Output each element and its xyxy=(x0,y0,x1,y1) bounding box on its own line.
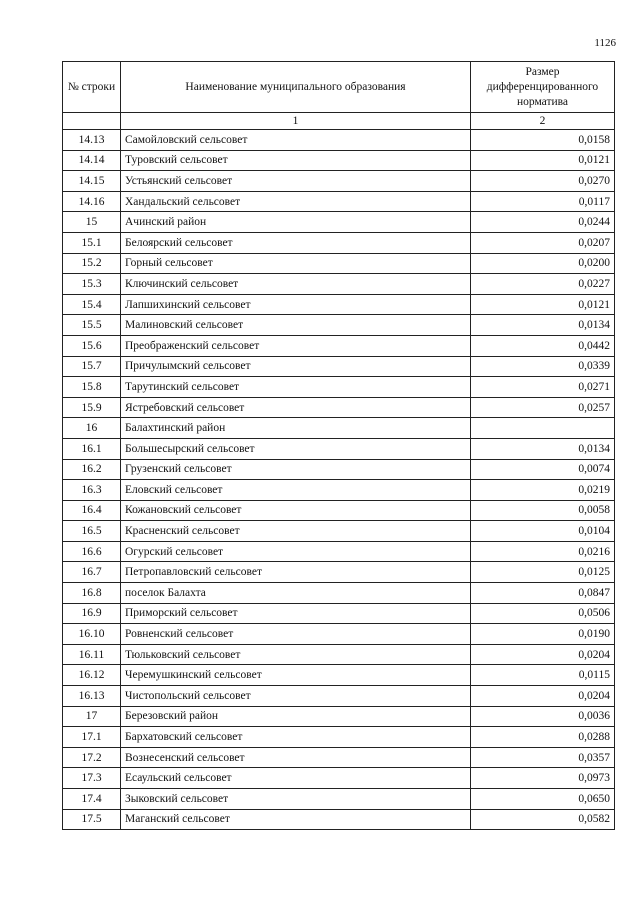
row-number: 15.7 xyxy=(63,356,121,377)
row-number: 14.15 xyxy=(63,171,121,192)
row-number: 16.5 xyxy=(63,521,121,542)
row-number: 17.1 xyxy=(63,727,121,748)
row-number: 15.8 xyxy=(63,377,121,398)
table-row xyxy=(63,603,615,624)
municipality-name: Белоярский сельсовет xyxy=(121,232,471,253)
table-row xyxy=(63,171,615,192)
table-row xyxy=(63,768,615,789)
row-number: 15.1 xyxy=(63,232,121,253)
norm-value: 0,0125 xyxy=(471,562,615,583)
row-number: 16.9 xyxy=(63,603,121,624)
norm-value: 0,0227 xyxy=(471,274,615,295)
norm-value: 0,0257 xyxy=(471,397,615,418)
norm-value: 0,0650 xyxy=(471,789,615,810)
row-number: 16.3 xyxy=(63,480,121,501)
header-municipality-name: Наименование муниципального образования xyxy=(121,62,471,113)
table-row xyxy=(63,377,615,398)
municipality-name: Ровненский сельсовет xyxy=(121,624,471,645)
table-row xyxy=(63,644,615,665)
row-number: 16.2 xyxy=(63,459,121,480)
table-row xyxy=(63,665,615,686)
row-number: 15.3 xyxy=(63,274,121,295)
row-number: 16.10 xyxy=(63,624,121,645)
row-number: 14.14 xyxy=(63,150,121,171)
norm-value: 0,0339 xyxy=(471,356,615,377)
row-number: 14.13 xyxy=(63,130,121,151)
header-row xyxy=(63,62,615,113)
norm-value: 0,0204 xyxy=(471,644,615,665)
row-number: 15.2 xyxy=(63,253,121,274)
norm-value: 0,0204 xyxy=(471,686,615,707)
column-index-0 xyxy=(63,113,121,130)
norm-value: 0,0121 xyxy=(471,294,615,315)
municipality-name: Преображенский сельсовет xyxy=(121,335,471,356)
norm-value: 0,0442 xyxy=(471,335,615,356)
municipality-name: Малиновский сельсовет xyxy=(121,315,471,336)
municipality-name: Зыковский сельсовет xyxy=(121,789,471,810)
norm-value: 0,0158 xyxy=(471,130,615,151)
municipality-name: Тюльковский сельсовет xyxy=(121,644,471,665)
row-number: 17.5 xyxy=(63,809,121,830)
norm-value: 0,0115 xyxy=(471,665,615,686)
row-number: 17 xyxy=(63,706,121,727)
row-number: 17.2 xyxy=(63,747,121,768)
norm-value: 0,0121 xyxy=(471,150,615,171)
table-row xyxy=(63,727,615,748)
row-number: 15.6 xyxy=(63,335,121,356)
table-row xyxy=(63,624,615,645)
municipality-name: Огурский сельсовет xyxy=(121,541,471,562)
municipality-name: Чистопольский сельсовет xyxy=(121,686,471,707)
municipality-name: Красненский сельсовет xyxy=(121,521,471,542)
norm-value: 0,0847 xyxy=(471,583,615,604)
municipality-name: Еловский сельсовет xyxy=(121,480,471,501)
table-row xyxy=(63,397,615,418)
table-row xyxy=(63,583,615,604)
page-number: 1126 xyxy=(594,37,616,49)
norm-value: 0,0207 xyxy=(471,232,615,253)
norm-value: 0,0200 xyxy=(471,253,615,274)
row-number: 15.4 xyxy=(63,294,121,315)
norm-value: 0,0117 xyxy=(471,191,615,212)
municipality-name: Березовский район xyxy=(121,706,471,727)
municipality-name: Петропавловский сельсовет xyxy=(121,562,471,583)
norm-value: 0,0104 xyxy=(471,521,615,542)
row-number: 16.1 xyxy=(63,438,121,459)
norm-table xyxy=(62,61,615,830)
table-row xyxy=(63,500,615,521)
municipality-name: Тарутинский сельсовет xyxy=(121,377,471,398)
norm-value: 0,0074 xyxy=(471,459,615,480)
table-row xyxy=(63,335,615,356)
table-row xyxy=(63,150,615,171)
table-row xyxy=(63,212,615,233)
row-number: 15 xyxy=(63,212,121,233)
municipality-name: Туровский сельсовет xyxy=(121,150,471,171)
norm-value: 0,0058 xyxy=(471,500,615,521)
table-row xyxy=(63,438,615,459)
header-row-number: № строки xyxy=(63,62,121,113)
table-row xyxy=(63,541,615,562)
municipality-name: Вознесенский сельсовет xyxy=(121,747,471,768)
row-number: 16.11 xyxy=(63,644,121,665)
row-number: 16.7 xyxy=(63,562,121,583)
municipality-name: Ключинский сельсовет xyxy=(121,274,471,295)
norm-value: 0,0216 xyxy=(471,541,615,562)
row-number: 16.12 xyxy=(63,665,121,686)
table-row xyxy=(63,294,615,315)
municipality-name: Хандальский сельсовет xyxy=(121,191,471,212)
table-row xyxy=(63,809,615,830)
row-number: 16 xyxy=(63,418,121,439)
norm-value: 0,0506 xyxy=(471,603,615,624)
norm-value: 0,0244 xyxy=(471,212,615,233)
norm-value: 0,0357 xyxy=(471,747,615,768)
municipality-name: Бархатовский сельсовет xyxy=(121,727,471,748)
table-row xyxy=(63,459,615,480)
municipality-name: Черемушкинский сельсовет xyxy=(121,665,471,686)
municipality-name: Приморский сельсовет xyxy=(121,603,471,624)
row-number: 16.8 xyxy=(63,583,121,604)
table-row xyxy=(63,418,615,439)
table-row xyxy=(63,253,615,274)
row-number: 15.9 xyxy=(63,397,121,418)
norm-value: 0,0190 xyxy=(471,624,615,645)
norm-value: 0,0134 xyxy=(471,438,615,459)
municipality-name: Кожановский сельсовет xyxy=(121,500,471,521)
municipality-name: Горный сельсовет xyxy=(121,253,471,274)
table-row xyxy=(63,789,615,810)
table-row xyxy=(63,356,615,377)
norm-value: 0,0582 xyxy=(471,809,615,830)
municipality-name: Балахтинский район xyxy=(121,418,471,439)
norm-value: 0,0134 xyxy=(471,315,615,336)
norm-value: 0,0271 xyxy=(471,377,615,398)
column-index-row xyxy=(63,113,615,130)
table-row xyxy=(63,232,615,253)
table-row xyxy=(63,686,615,707)
row-number: 16.13 xyxy=(63,686,121,707)
municipality-name: Грузенский сельсовет xyxy=(121,459,471,480)
municipality-name: Причулымский сельсовет xyxy=(121,356,471,377)
row-number: 17.3 xyxy=(63,768,121,789)
row-number: 15.5 xyxy=(63,315,121,336)
table-row xyxy=(63,480,615,501)
municipality-name: Большесырский сельсовет xyxy=(121,438,471,459)
table-row xyxy=(63,706,615,727)
norm-value: 0,0270 xyxy=(471,171,615,192)
table-row xyxy=(63,315,615,336)
row-number: 14.16 xyxy=(63,191,121,212)
municipality-name: Маганский сельсовет xyxy=(121,809,471,830)
table-row xyxy=(63,562,615,583)
header-norm-size: Размер дифференцированного норматива xyxy=(471,62,615,113)
row-number: 17.4 xyxy=(63,789,121,810)
municipality-name: Устьянский сельсовет xyxy=(121,171,471,192)
table-row xyxy=(63,521,615,542)
column-index-2: 2 xyxy=(471,113,615,130)
table-body xyxy=(63,130,615,830)
municipality-name: Самойловский сельсовет xyxy=(121,130,471,151)
municipality-name: Лапшихинский сельсовет xyxy=(121,294,471,315)
table-row xyxy=(63,747,615,768)
column-index-1: 1 xyxy=(121,113,471,130)
table-row xyxy=(63,130,615,151)
municipality-name: Ястребовский сельсовет xyxy=(121,397,471,418)
norm-value: 0,0973 xyxy=(471,768,615,789)
municipality-name: поселок Балахта xyxy=(121,583,471,604)
municipality-name: Есаульский сельсовет xyxy=(121,768,471,789)
norm-value: 0,0219 xyxy=(471,480,615,501)
row-number: 16.6 xyxy=(63,541,121,562)
norm-value: 0,0288 xyxy=(471,727,615,748)
row-number: 16.4 xyxy=(63,500,121,521)
norm-value xyxy=(471,418,615,439)
norm-value: 0,0036 xyxy=(471,706,615,727)
municipality-name: Ачинский район xyxy=(121,212,471,233)
table-row xyxy=(63,191,615,212)
table-row xyxy=(63,274,615,295)
